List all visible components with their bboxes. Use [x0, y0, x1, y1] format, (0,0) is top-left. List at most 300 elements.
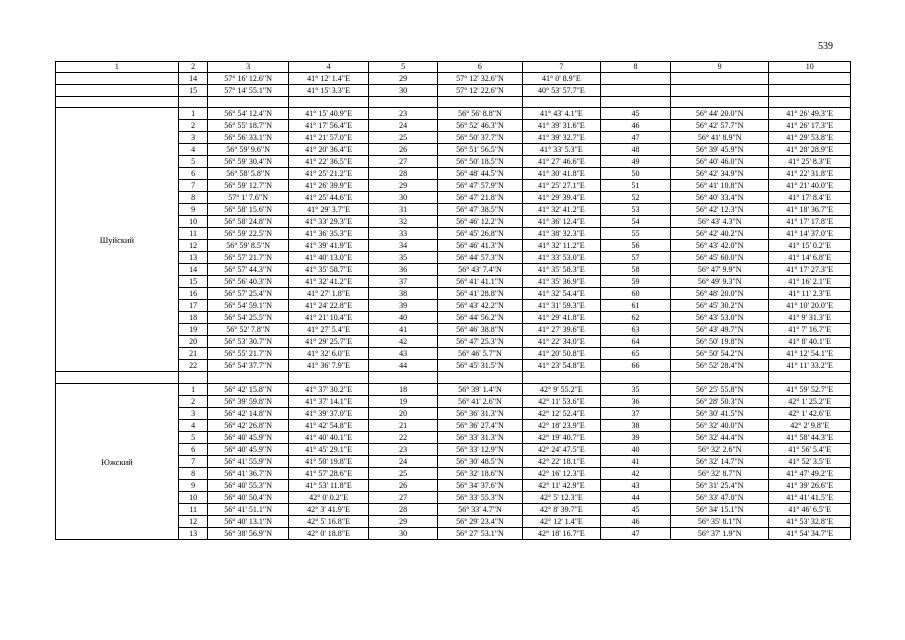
table-cell: 3 — [178, 132, 208, 144]
column-header: 1 — [56, 62, 179, 73]
table-cell: 38 — [369, 288, 438, 300]
table-cell: 42° 22' 18.1"E — [522, 456, 600, 468]
table-cell: 41° 27' 5.4"E — [288, 324, 368, 336]
table-cell: 56° 41' 10.8"N — [670, 180, 768, 192]
column-header: 3 — [208, 62, 288, 73]
table-cell: 56° 41' 2.6"N — [438, 396, 523, 408]
table-cell: 41° 33' 5.3"E — [522, 144, 600, 156]
table-cell: 41° 35' 58.3"E — [522, 264, 600, 276]
table-cell: 56° 29' 23.4"N — [438, 516, 523, 528]
table-cell: 42° 3' 41.9"E — [288, 504, 368, 516]
table-cell: 41° 22' 34.0"E — [522, 336, 600, 348]
table-cell: 41° 25' 44.6"E — [288, 192, 368, 204]
table-cell: 56° 59' 30.4"N — [208, 156, 288, 168]
table-cell: 11 — [178, 228, 208, 240]
table-cell: 56° 42' 12.3"N — [670, 204, 768, 216]
table-cell: 41° 15' 0.2"E — [769, 240, 851, 252]
table-cell: 41° 32' 11.2"E — [522, 240, 600, 252]
table-cell: 5 — [178, 432, 208, 444]
empty-cell — [438, 97, 523, 108]
empty-cell — [369, 372, 438, 384]
table-cell: 56° 43' 53.0"N — [670, 312, 768, 324]
empty-cell — [769, 97, 851, 108]
table-cell: 56° 54' 25.5"N — [208, 312, 288, 324]
table-cell — [670, 85, 768, 97]
table-cell: 7 — [178, 456, 208, 468]
table-row — [56, 85, 851, 97]
table-cell: 28 — [369, 504, 438, 516]
table-cell: 42° 16' 12.3"E — [522, 468, 600, 480]
table-cell: 41° 42' 54.8"E — [288, 420, 368, 432]
table-cell: 56° 53' 30.7"N — [208, 336, 288, 348]
empty-cell — [208, 372, 288, 384]
table-cell: 56° 50' 18.5"N — [438, 156, 523, 168]
table-cell: 56° 41' 41.1"N — [438, 276, 523, 288]
table-cell: 44 — [369, 360, 438, 372]
table-cell: 41° 15' 40.9"E — [288, 108, 368, 120]
table-cell: 41° 53' 11.8"E — [288, 480, 368, 492]
table-cell: 48 — [601, 144, 671, 156]
table-cell: 42° 24' 47.5"E — [522, 444, 600, 456]
table-cell: 56° 40' 50.4"N — [208, 492, 288, 504]
table-cell: 26 — [369, 480, 438, 492]
table-row — [56, 372, 851, 384]
table-cell: 4 — [178, 420, 208, 432]
table-cell: 3 — [178, 408, 208, 420]
table-cell — [601, 73, 671, 85]
table-cell: 56° 41' 28.8"N — [438, 288, 523, 300]
table-cell: 41° 23' 54.8"E — [522, 360, 600, 372]
table-cell: 56° 42' 40.2"N — [670, 228, 768, 240]
table-row — [56, 62, 851, 73]
table-cell: 56° 39' 59.8"N — [208, 396, 288, 408]
table-cell: 56° 51' 56.5"N — [438, 144, 523, 156]
table-cell: 8 — [178, 468, 208, 480]
table-cell: 42° 18' 23.9"E — [522, 420, 600, 432]
table-cell: 56° 45' 60.0"N — [670, 252, 768, 264]
table-cell: 51 — [601, 180, 671, 192]
table-cell: 27 — [369, 156, 438, 168]
table-cell: 41° 39' 37.0"E — [288, 408, 368, 420]
table-cell: 41° 27' 39.6"E — [522, 324, 600, 336]
table-cell: 42° 5' 12.3"E — [522, 492, 600, 504]
empty-cell — [601, 372, 671, 384]
table-cell: 56° 46' 41.3"N — [438, 240, 523, 252]
table-cell: 6 — [178, 168, 208, 180]
table-cell: 56° 32' 40.0"N — [670, 420, 768, 432]
table-cell: 41° 39' 41.9"E — [288, 240, 368, 252]
table-cell: 42° 11' 42.9"E — [522, 480, 600, 492]
table-cell: 41° 29' 53.8"E — [769, 132, 851, 144]
table-cell: 41° 31' 59.3"E — [522, 300, 600, 312]
table-cell: 22 — [369, 432, 438, 444]
table-cell: 9 — [178, 204, 208, 216]
table-cell: 41° 20' 36.4"E — [288, 144, 368, 156]
table-cell: 41° 25' 21.2"E — [288, 168, 368, 180]
table-cell: 41° 29' 25.7"E — [288, 336, 368, 348]
table-cell: 41° 59' 52.7"E — [769, 384, 851, 396]
table-cell: 35 — [369, 252, 438, 264]
table-cell: 56° 34' 37.6"N — [438, 480, 523, 492]
table-cell: 32 — [369, 216, 438, 228]
table-cell — [769, 85, 851, 97]
table-cell: 41° 50' 19.8"E — [288, 456, 368, 468]
table-cell: 29 — [369, 180, 438, 192]
table-cell: 41° 43' 4.1"E — [522, 108, 600, 120]
table-cell: 41° 54' 34.7"E — [769, 528, 851, 540]
table-cell: 41° 26' 49.3"E — [769, 108, 851, 120]
table-cell: 42° 11' 53.6"E — [522, 396, 600, 408]
table-cell: 42° 1' 25.2"E — [769, 396, 851, 408]
table-cell: 6 — [178, 444, 208, 456]
table-cell: 41° 40' 13.0"E — [288, 252, 368, 264]
table-cell: 41° 15' 3.3"E — [288, 85, 368, 97]
table-cell: 41° 38' 32.3"E — [522, 228, 600, 240]
table-cell: 56° 45' 30.2"N — [670, 300, 768, 312]
table-cell: 56° 28' 50.3"N — [670, 396, 768, 408]
empty-cell — [670, 97, 768, 108]
table-cell: 56° 41' 8.9"N — [670, 132, 768, 144]
table-body — [56, 62, 851, 540]
table-cell: 56° 47' 57.9"N — [438, 180, 523, 192]
table-cell: 37 — [369, 276, 438, 288]
table-cell: 19 — [178, 324, 208, 336]
table-cell: 41° 39' 26.6"E — [769, 480, 851, 492]
table-cell: 56° 48' 20.0"N — [670, 288, 768, 300]
empty-cell — [670, 372, 768, 384]
empty-cell — [208, 97, 288, 108]
table-cell: 41° 57' 28.6"E — [288, 468, 368, 480]
table-cell: 56° 44' 57.3"N — [438, 252, 523, 264]
table-cell: 2 — [178, 120, 208, 132]
column-header: 4 — [288, 62, 368, 73]
table-cell: 56° 59' 12.7"N — [208, 180, 288, 192]
table-cell: 56° 33' 4.7"N — [438, 504, 523, 516]
table-cell: 25 — [369, 132, 438, 144]
table-cell: 56° 58' 15.6"N — [208, 204, 288, 216]
table-cell: 56° 40' 13.1"N — [208, 516, 288, 528]
table-cell: 41° 52' 3.5"E — [769, 456, 851, 468]
table-cell: 56° 40' 46.0"N — [670, 156, 768, 168]
table-cell: 56° 41' 55.9"N — [208, 456, 288, 468]
table-cell: 52 — [601, 192, 671, 204]
table-cell: 47 — [601, 528, 671, 540]
table-cell: 43 — [369, 348, 438, 360]
table-cell: 41° 21' 10.4"E — [288, 312, 368, 324]
table-cell: 41° 39' 31.6"E — [522, 120, 600, 132]
table-cell: 42° 1' 42.6"E — [769, 408, 851, 420]
table-cell: 56° 50' 19.8"N — [670, 336, 768, 348]
table-cell: 57° 12' 22.6"N — [438, 85, 523, 97]
table-row — [56, 384, 851, 396]
table-cell: 56° 41' 36.7"N — [208, 468, 288, 480]
table-cell: 34 — [369, 240, 438, 252]
table-cell: 41° 29' 3.7"E — [288, 204, 368, 216]
table-cell: 41° 35' 36.9"E — [522, 276, 600, 288]
table-cell: 41° 40' 40.1"E — [288, 432, 368, 444]
table-cell: 30 — [369, 192, 438, 204]
table-cell: 56° 58' 5.8"N — [208, 168, 288, 180]
table-cell: 60 — [601, 288, 671, 300]
table-cell: 41° 28' 28.9"E — [769, 144, 851, 156]
table-cell: 5 — [178, 156, 208, 168]
table-cell: 20 — [369, 408, 438, 420]
empty-cell — [369, 97, 438, 108]
table-cell: 10 — [178, 216, 208, 228]
empty-cell — [178, 97, 208, 108]
table-cell: 19 — [369, 396, 438, 408]
table-cell: 41° 22' 36.5"E — [288, 156, 368, 168]
table-row — [56, 73, 851, 85]
table-cell: 56° 59' 9.6"N — [208, 144, 288, 156]
column-header: 6 — [438, 62, 523, 73]
table-cell: 56° 33' 12.9"N — [438, 444, 523, 456]
table-cell: 56° 58' 24.8"N — [208, 216, 288, 228]
table-cell: 56° 36' 27.4"N — [438, 420, 523, 432]
table-cell: 56° 57' 25.4"N — [208, 288, 288, 300]
table-cell: 56° 41' 51.1"N — [208, 504, 288, 516]
table-cell: 41° 26' 17.3"E — [769, 120, 851, 132]
table-cell: 56° 55' 21.7"N — [208, 348, 288, 360]
empty-cell — [438, 372, 523, 384]
table-cell: 41° 12' 54.1"E — [769, 348, 851, 360]
table-cell: 42° 8' 39.7"E — [522, 504, 600, 516]
table-cell: 41° 9' 31.3"E — [769, 312, 851, 324]
table-cell — [670, 73, 768, 85]
table-cell: 56° 38' 56.9"N — [208, 528, 288, 540]
table-cell: 29 — [369, 73, 438, 85]
table-cell: 29 — [369, 516, 438, 528]
page-number: 539 — [818, 41, 833, 52]
table-cell: 11 — [178, 504, 208, 516]
table-cell: 42° 19' 40.7"E — [522, 432, 600, 444]
table-cell: 66 — [601, 360, 671, 372]
table-cell: 41° 35' 58.7"E — [288, 264, 368, 276]
table-cell: 42° 12' 52.4"E — [522, 408, 600, 420]
table-cell: 56° 42' 34.9"N — [670, 168, 768, 180]
table-cell: 23 — [369, 108, 438, 120]
table-cell: 25 — [369, 468, 438, 480]
table-cell: 42° 5' 16.8"E — [288, 516, 368, 528]
table-cell: 57° 16' 12.6"N — [208, 73, 288, 85]
table-cell: 56° 56' 40.3"N — [208, 276, 288, 288]
table-cell: 59 — [601, 276, 671, 288]
table-cell: 56° 46' 5.7"N — [438, 348, 523, 360]
table-cell: 41° 37' 14.1"E — [288, 396, 368, 408]
table-cell: 56° 46' 38.8"N — [438, 324, 523, 336]
table-cell: 56° 49' 9.3"N — [670, 276, 768, 288]
empty-cell — [522, 372, 600, 384]
table-cell: 18 — [178, 312, 208, 324]
table-cell: 41° 53' 32.8"E — [769, 516, 851, 528]
table-cell: 41° 27' 46.6"E — [522, 156, 600, 168]
table-cell: 23 — [369, 444, 438, 456]
table-cell: 1 — [178, 108, 208, 120]
table-cell: 41° 0' 8.9"E — [522, 73, 600, 85]
table-cell: 41° 32' 6.0"E — [288, 348, 368, 360]
table-cell: 45 — [601, 504, 671, 516]
table-cell: 38 — [601, 420, 671, 432]
table-cell: 56° 44' 20.0"N — [670, 108, 768, 120]
table-cell: 12 — [178, 516, 208, 528]
region-name: Южский — [56, 384, 179, 540]
column-header: 10 — [769, 62, 851, 73]
table-cell: 41° 46' 6.5"E — [769, 504, 851, 516]
table-cell: 56° 42' 26.8"N — [208, 420, 288, 432]
table-cell: 10 — [178, 492, 208, 504]
table-cell: 41° 8' 40.1"E — [769, 336, 851, 348]
table-cell: 42° 0' 18.8"E — [288, 528, 368, 540]
table-cell: 41° 21' 40.0"E — [769, 180, 851, 192]
table-cell: 31 — [369, 204, 438, 216]
table-cell: 41° 32' 41.2"E — [522, 204, 600, 216]
table-cell: 41° 11' 2.3"E — [769, 288, 851, 300]
table-cell: 56° 52' 7.8"N — [208, 324, 288, 336]
table-cell: 56° 31' 25.4"N — [670, 480, 768, 492]
table-cell: 13 — [178, 252, 208, 264]
table-cell: 56° 55' 18.7"N — [208, 120, 288, 132]
table-cell: 41° 33' 29.3"E — [288, 216, 368, 228]
table-cell: 41° 32' 41.2"E — [288, 276, 368, 288]
table-cell: 41° 17' 27.3"E — [769, 264, 851, 276]
table-cell: 26 — [369, 144, 438, 156]
table-cell: 56° 57' 44.3"N — [208, 264, 288, 276]
table-cell: 42 — [601, 468, 671, 480]
table-cell: 64 — [601, 336, 671, 348]
table-cell: 41° 21' 57.0"E — [288, 132, 368, 144]
table-cell: 56° 40' 45.9"N — [208, 432, 288, 444]
table-cell: 56° 48' 44.5"N — [438, 168, 523, 180]
table-cell: 56° 33' 47.0"N — [670, 492, 768, 504]
table-cell: 41° 22' 31.8"E — [769, 168, 851, 180]
table-cell: 41° 56' 5.4"E — [769, 444, 851, 456]
table-cell: 56° 42' 15.8"N — [208, 384, 288, 396]
table-cell: 20 — [178, 336, 208, 348]
table-cell: 36 — [369, 264, 438, 276]
table-cell: 56° 59' 22.5"N — [208, 228, 288, 240]
table-cell — [601, 85, 671, 97]
table-cell: 21 — [178, 348, 208, 360]
table-cell: 65 — [601, 348, 671, 360]
table-cell: 41° 37' 30.2"E — [288, 384, 368, 396]
empty-cell — [522, 97, 600, 108]
table-cell: 56° 52' 28.4"N — [670, 360, 768, 372]
table-cell: 50 — [601, 168, 671, 180]
table-cell: 56° 47' 38.5"N — [438, 204, 523, 216]
table-cell: 56° 44' 56.2"N — [438, 312, 523, 324]
table-cell: 47 — [601, 132, 671, 144]
table-cell: 56° 47' 9.9"N — [670, 264, 768, 276]
table-cell: 45 — [601, 108, 671, 120]
table-cell: 41° 29' 39.4"E — [522, 192, 600, 204]
table-cell: 41° 36' 7.9"E — [288, 360, 368, 372]
empty-cell — [601, 97, 671, 108]
table-cell: 33 — [369, 228, 438, 240]
table-cell: 41° 33' 53.0"E — [522, 252, 600, 264]
table-cell: 56° 32' 8.7"N — [670, 468, 768, 480]
table-cell: 28 — [369, 168, 438, 180]
table-cell: 56° 37' 1.9"N — [670, 528, 768, 540]
table-cell: 41° 32' 54.4"E — [522, 288, 600, 300]
table-cell: 42° 12' 1.4"E — [522, 516, 600, 528]
table-cell: 56° 47' 21.8"N — [438, 192, 523, 204]
table-cell: 41° 36' 12.4"E — [522, 216, 600, 228]
table-cell: 22 — [178, 360, 208, 372]
column-header: 2 — [178, 62, 208, 73]
empty-cell — [288, 97, 368, 108]
table-cell: 56° 32' 2.6"N — [670, 444, 768, 456]
table-cell: 41° 17' 17.8"E — [769, 216, 851, 228]
table-cell: 40° 53' 57.7"E — [522, 85, 600, 97]
table-cell: 41° 25' 8.3"E — [769, 156, 851, 168]
table-cell: 56° 54' 12.4"N — [208, 108, 288, 120]
table-cell: 56° 33' 31.3"N — [438, 432, 523, 444]
table-cell: 14 — [178, 73, 208, 85]
table-cell: 9 — [178, 480, 208, 492]
table-cell: 41° 24' 22.8"E — [288, 300, 368, 312]
table-cell: 42° 2' 9.8"E — [769, 420, 851, 432]
table-cell: 41 — [369, 324, 438, 336]
table-cell: 35 — [601, 384, 671, 396]
table-cell: 56° 57' 21.7"N — [208, 252, 288, 264]
coordinates-table — [55, 61, 851, 540]
table-cell: 7 — [178, 180, 208, 192]
table-cell: 12 — [178, 240, 208, 252]
table-cell: 40 — [601, 444, 671, 456]
table-cell: 56° 54' 37.7"N — [208, 360, 288, 372]
table-cell: 37 — [601, 408, 671, 420]
table-cell: 21 — [369, 420, 438, 432]
table-cell: 56° 34' 15.1"N — [670, 504, 768, 516]
table-cell: 42° 9' 55.2"E — [522, 384, 600, 396]
table-cell: 56° 25' 55.8"N — [670, 384, 768, 396]
table-cell: 41° 7' 16.7"E — [769, 324, 851, 336]
table-row — [56, 97, 851, 108]
table-cell: 56° 43' 4.3"N — [670, 216, 768, 228]
table-cell: 15 — [178, 85, 208, 97]
table-cell: 56° 45' 26.8"N — [438, 228, 523, 240]
table-cell — [769, 73, 851, 85]
table-cell: 56° 43' 49.7"N — [670, 324, 768, 336]
table-cell: 56 — [601, 240, 671, 252]
table-cell: 54 — [601, 216, 671, 228]
table-cell: 56° 30' 48.5"N — [438, 456, 523, 468]
table-cell: 41° 11' 33.2"E — [769, 360, 851, 372]
table-cell: 56° 35' 8.1"N — [670, 516, 768, 528]
table-cell: 41 — [601, 456, 671, 468]
table-cell: 41° 18' 36.7"E — [769, 204, 851, 216]
table-cell: 15 — [178, 276, 208, 288]
table-cell: 56° 50' 37.7"N — [438, 132, 523, 144]
table-cell: 41° 27' 1.8"E — [288, 288, 368, 300]
table-cell: 56° 32' 14.7"N — [670, 456, 768, 468]
table-cell: 17 — [178, 300, 208, 312]
table-cell: 56° 40' 33.4"N — [670, 192, 768, 204]
table-cell: 18 — [369, 384, 438, 396]
table-cell: 56° 54' 59.1"N — [208, 300, 288, 312]
table-cell: 61 — [601, 300, 671, 312]
table-cell: 58 — [601, 264, 671, 276]
table-cell: 46 — [601, 120, 671, 132]
table-cell: 27 — [369, 492, 438, 504]
table-cell: 56° 33' 55.3"N — [438, 492, 523, 504]
table-cell: 44 — [601, 492, 671, 504]
table-cell: 56° 56' 8.8"N — [438, 108, 523, 120]
table-cell: 30 — [369, 85, 438, 97]
column-header: 9 — [670, 62, 768, 73]
table-cell: 56° 40' 45.9"N — [208, 444, 288, 456]
table-cell: 42° 0' 0.2"E — [288, 492, 368, 504]
